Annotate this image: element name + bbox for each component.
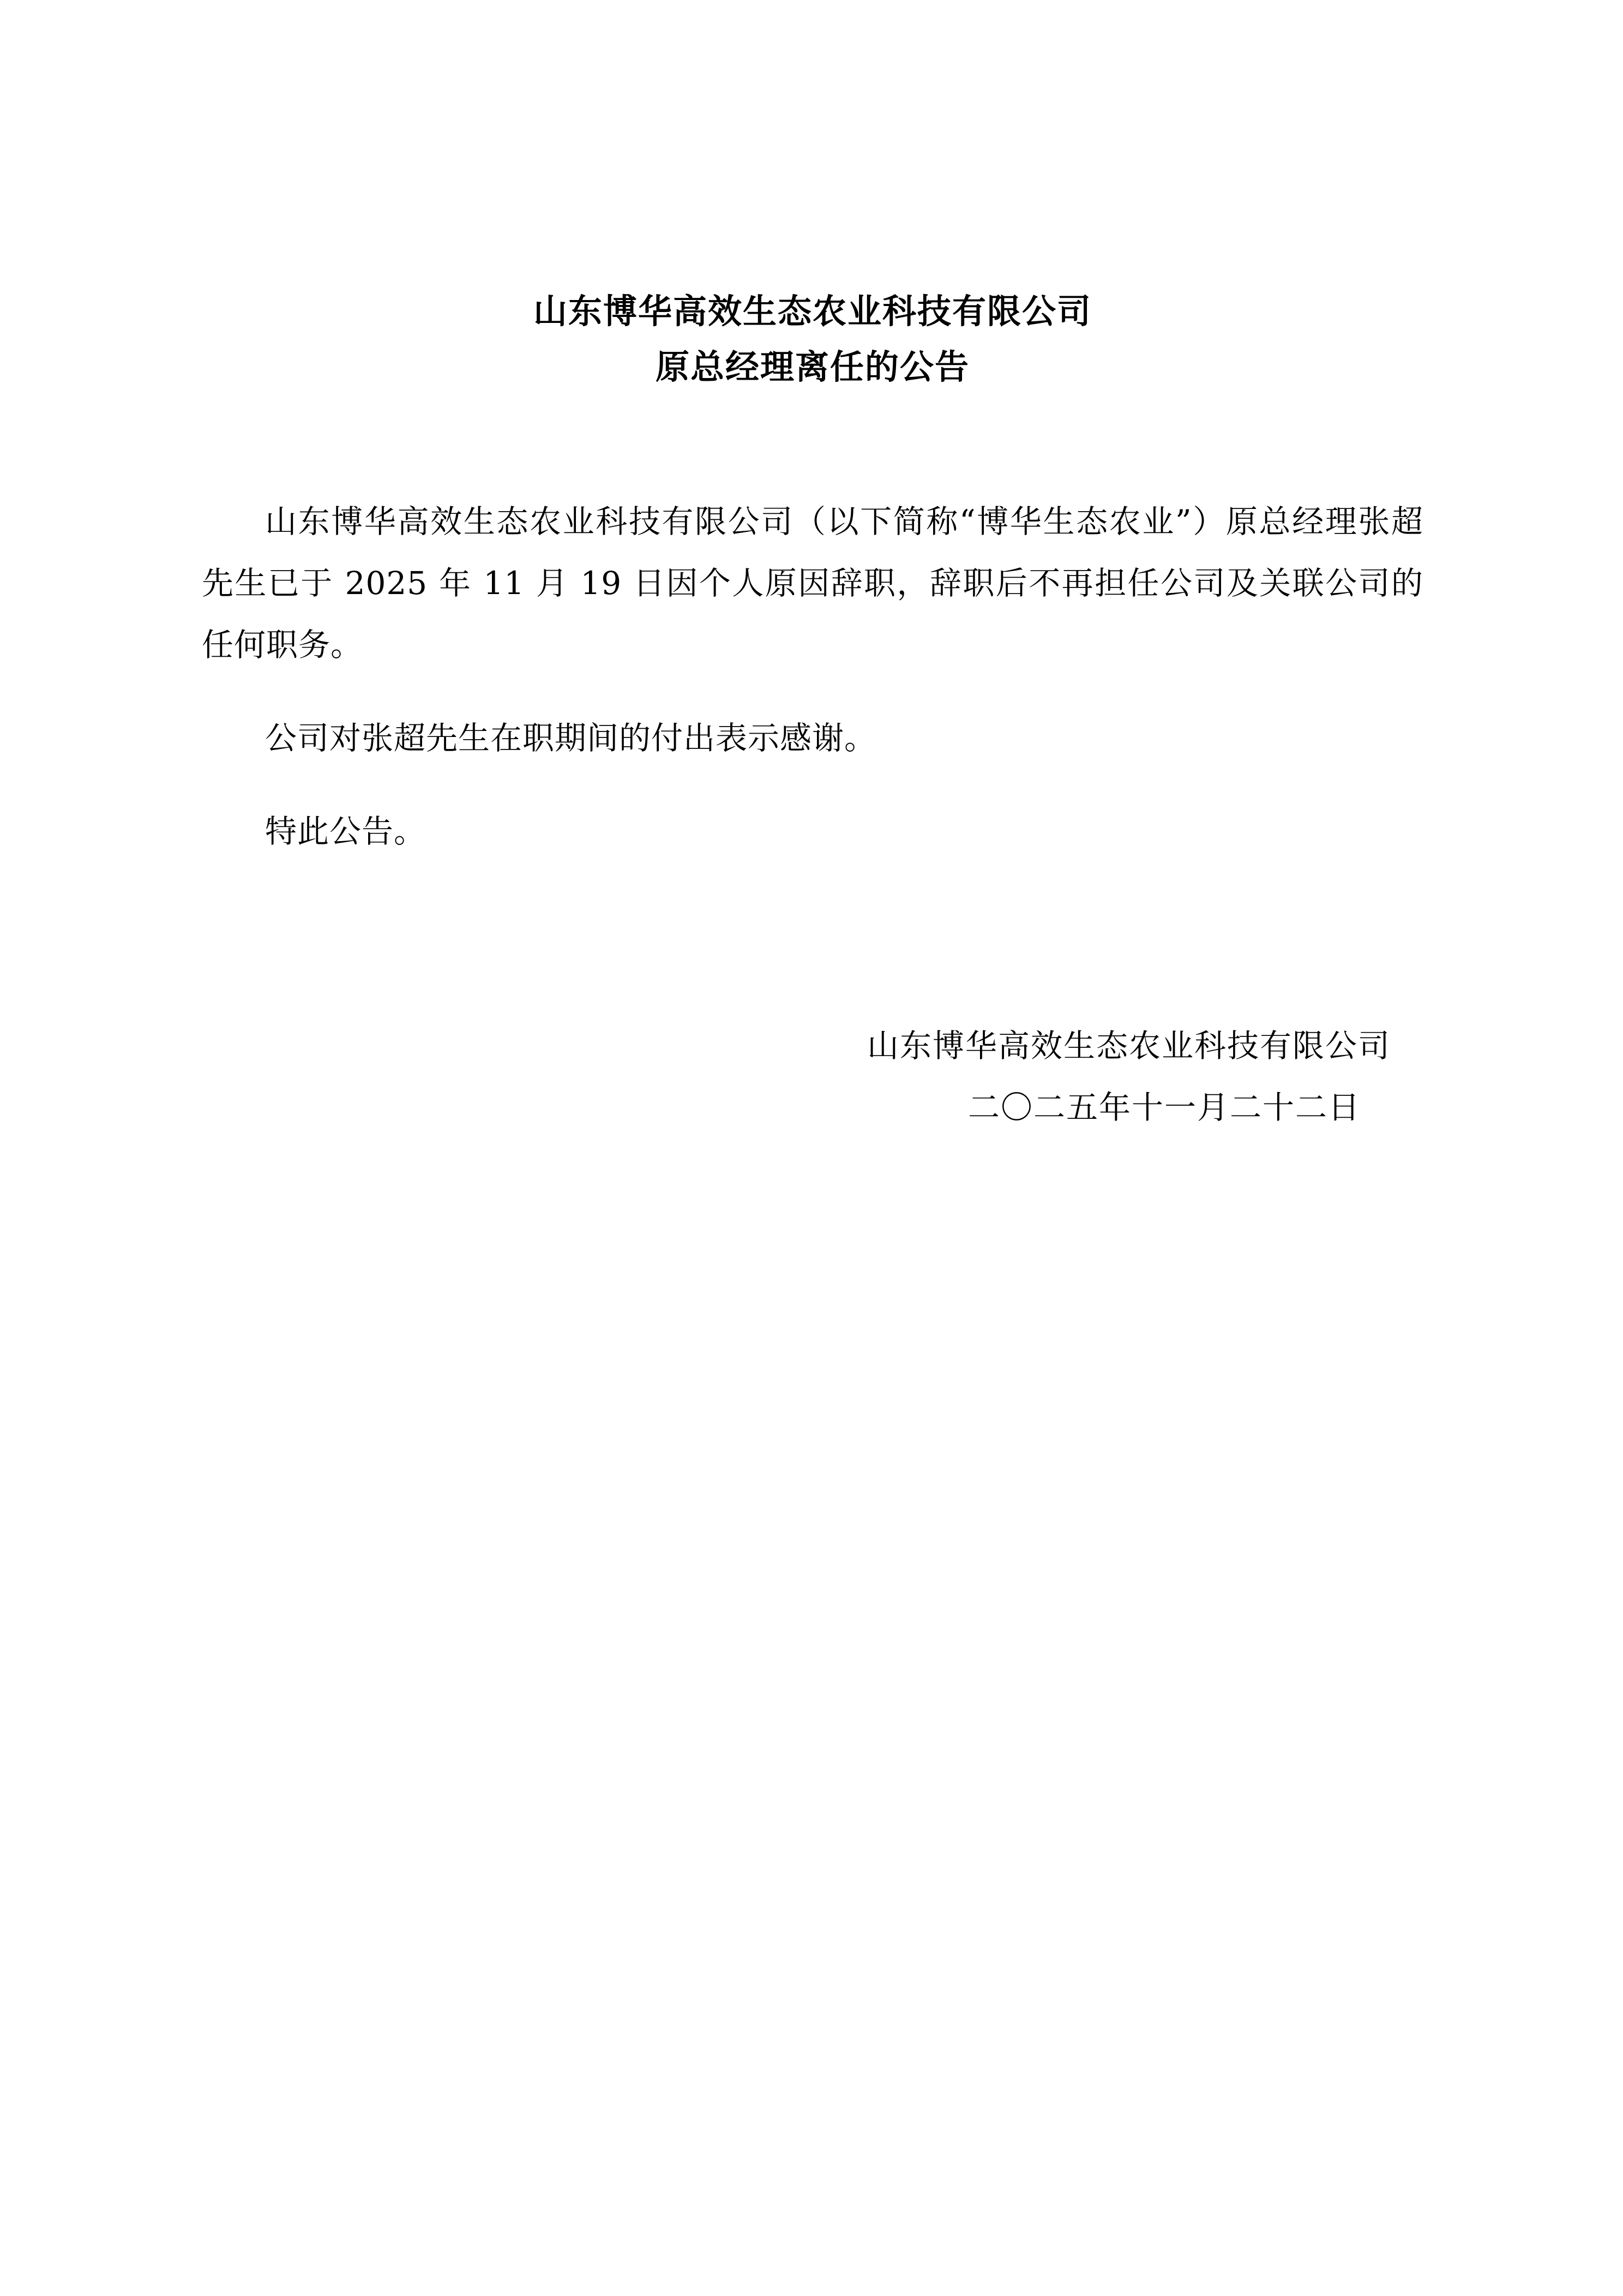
signature-date: 二〇二五年十一月二十二日 xyxy=(967,1089,1361,1126)
document-title xyxy=(202,284,1423,395)
document-body xyxy=(202,491,1423,862)
body-paragraph-1: 山东博华高效生态农业科技有限公司（以下简称“博华生态农业”）原总经理张超先生已于 2025 年 11 月 19 日因个人原因辞职，辞职后不再担任公司及关联公司的任何职务。 xyxy=(202,502,1423,663)
document-content xyxy=(202,0,1423,1138)
title-line-2: 原总经理离任的公告 xyxy=(655,347,970,387)
signature-block xyxy=(202,1015,1423,1138)
body-paragraph-2: 公司对张超先生在职期间的付出表示感谢。 xyxy=(265,719,877,757)
body-paragraph-3: 特此公告。 xyxy=(265,812,426,850)
signature-company: 山东博华高效生态农业科技有限公司 xyxy=(867,1027,1391,1065)
title-line-1: 山东博华高效生态农业科技有限公司 xyxy=(533,291,1092,331)
